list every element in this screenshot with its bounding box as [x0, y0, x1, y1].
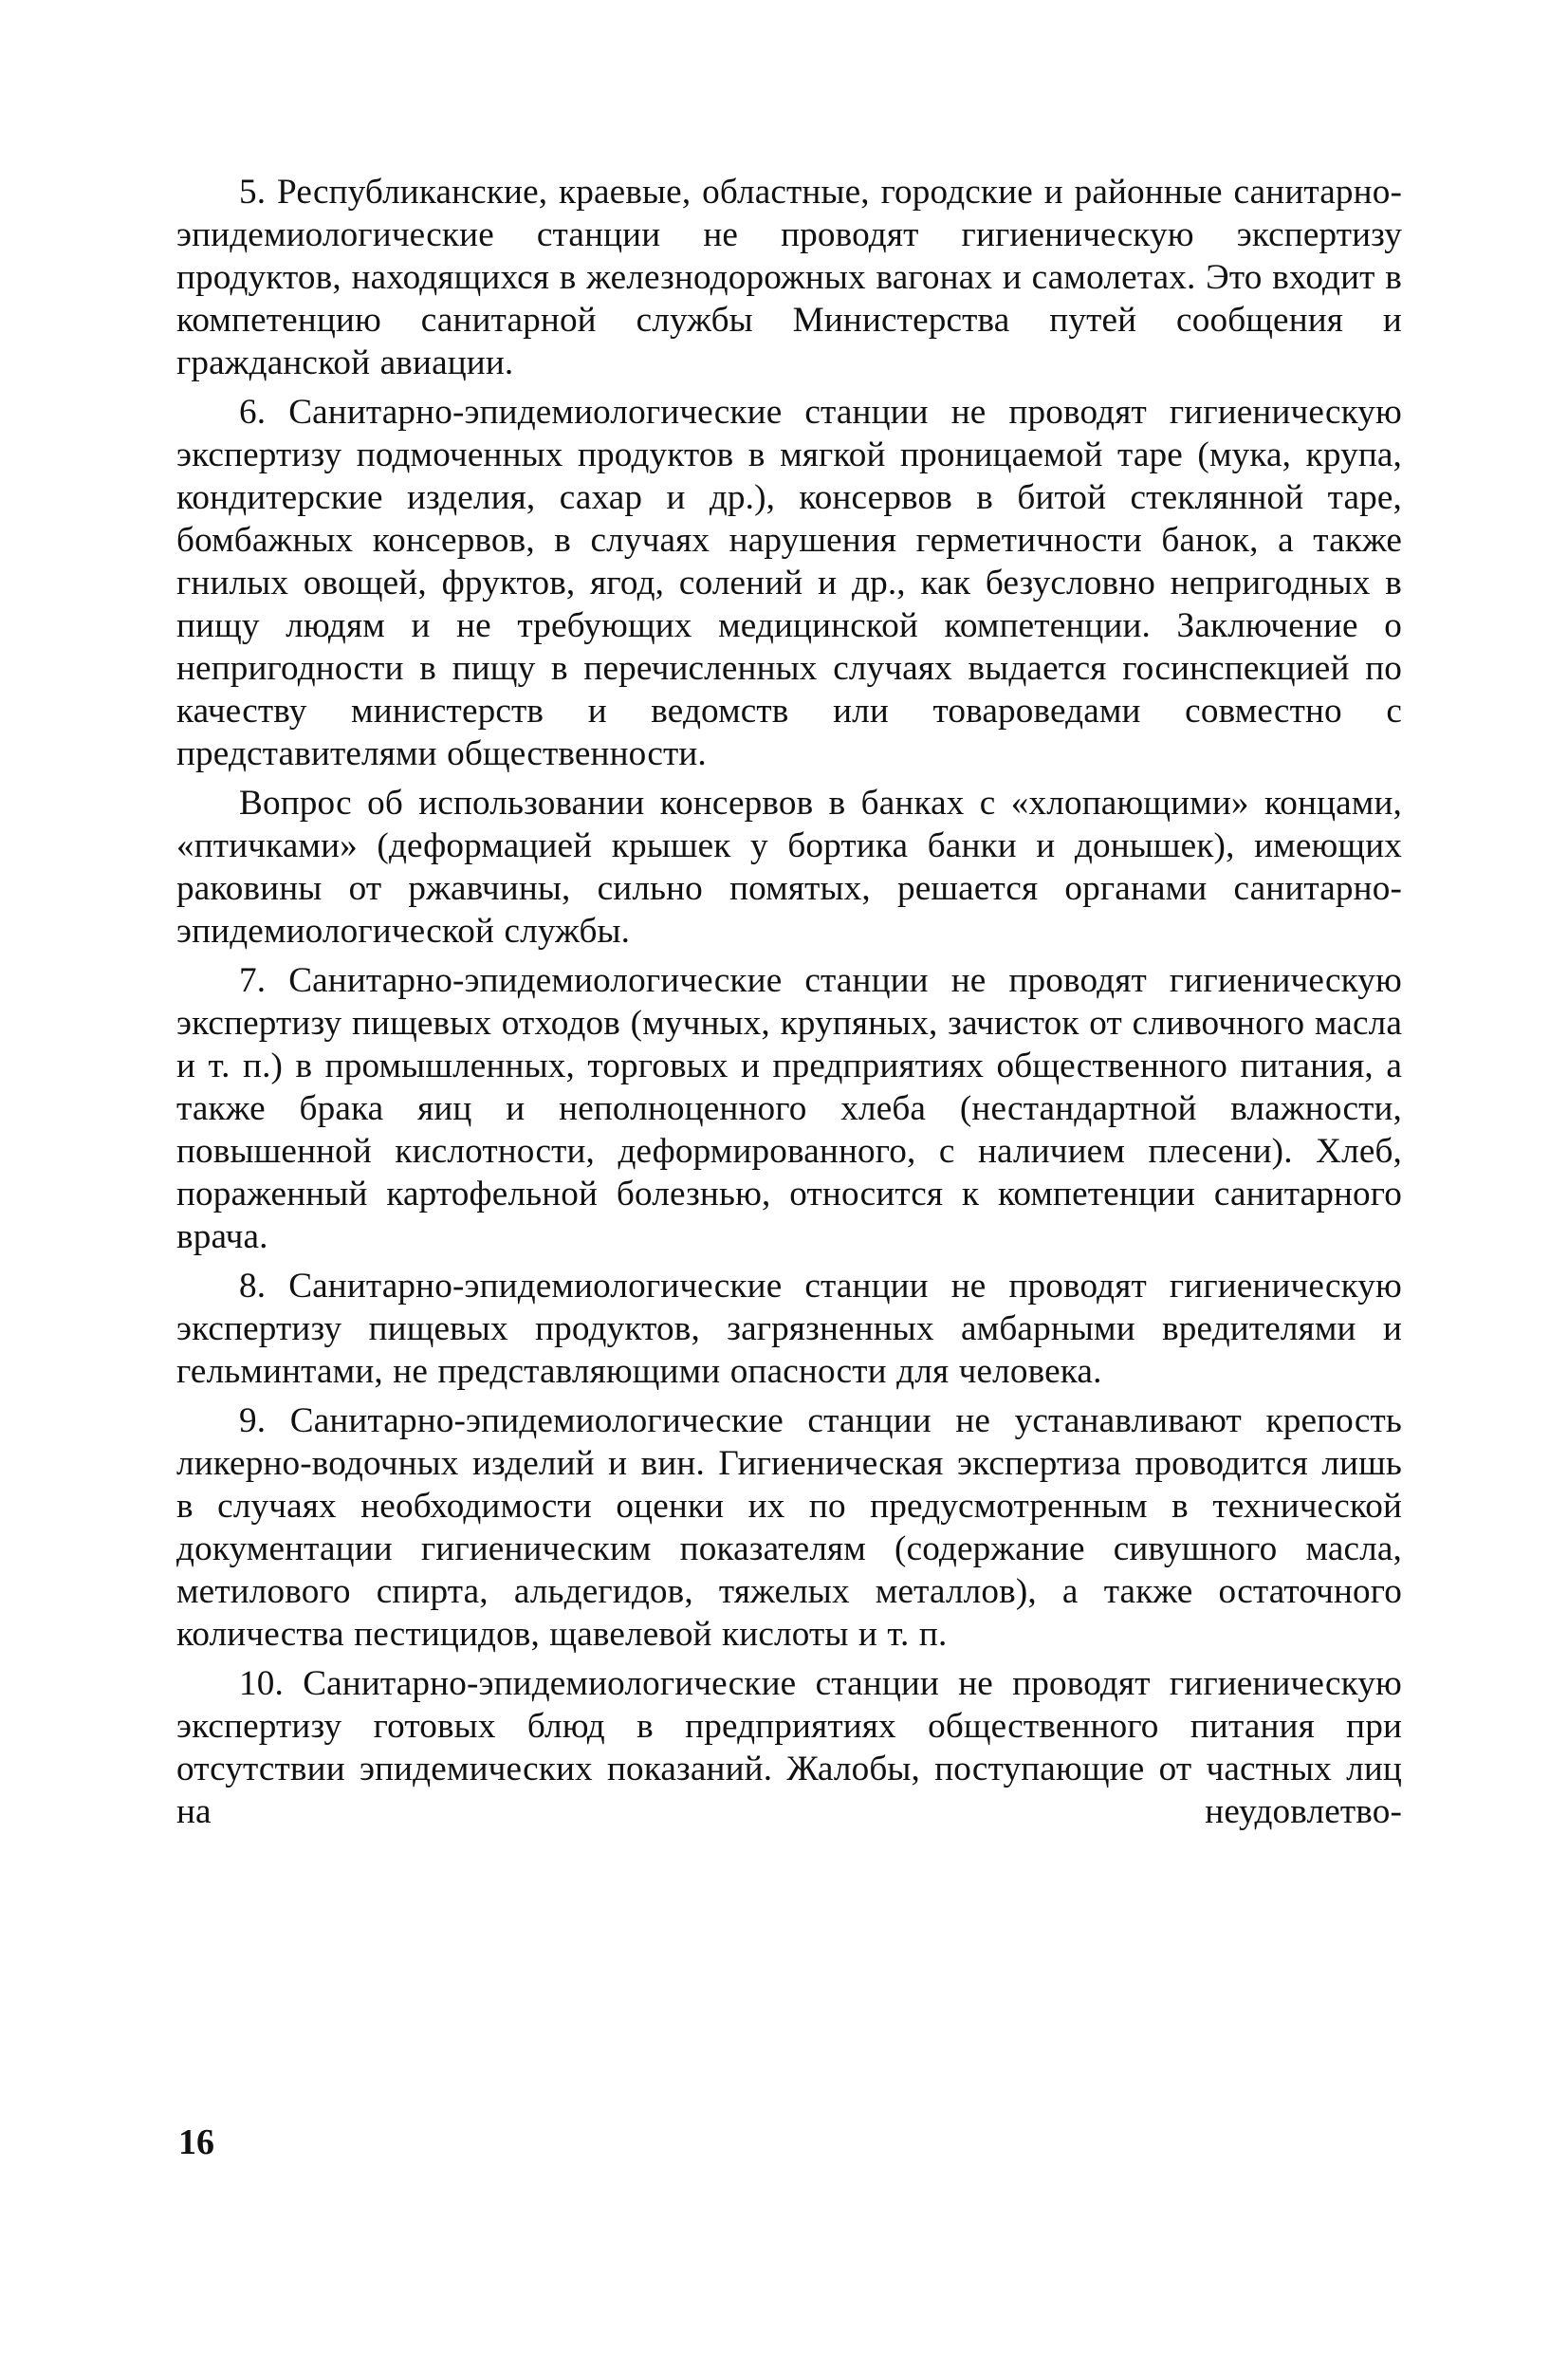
paragraph-10: 10. Санитарно-эпидемиологические станции не проводят гигиеническую экспертизу готовых блюд в предприятиях общественного питания при отсутствии эпидемических показаний. Жалобы, поступающие от частных лиц на неудовлетво-: [176, 1664, 1402, 1831]
paragraph-6: 6. Санитарно-эпидемиологические станции не проводят гигиеническую экспертизу подмоченных продуктов в мягкой проницаемой таре (мука, крупа, кондитерские изделия, сахар и др.), консервов в битой стеклянной таре, бомбажных консервов, в случаях нарушения герметичности банок, а также гнилых овощей, фруктов, ягод, солений и др., как безусловно непригодных в пищу людям и не требующих медицинской компетенции. Заключение о непригодности в пищу в перечисленных случаях выдается госинспекцией по качеству министерств и ведомств или товароведами совместно с представителями общественности.: [176, 393, 1402, 773]
paragraph-8: 8. Санитарно-эпидемиологические станции не проводят гигиеническую экспертизу пищевых продуктов, загрязненных амбарными вредителями и гельминтами, не представляющими опасности для человека.: [176, 1267, 1402, 1391]
paragraph-9: 9. Санитарно-эпидемиологические станции не устанавливают крепость ликерно-водочных изделий и вин. Гигиеническая экспертиза проводится лишь в случаях необходимости оценки их по предусмотренным в технической документации гигиеническим показателям (содержание сивушного масла, метилового спирта, альдегидов, тяжелых металлов), а также остаточного количества пестицидов, щавелевой кислоты и т. п.: [176, 1401, 1402, 1654]
body-text: [176, 171, 1402, 1840]
page-number: 16: [178, 2122, 214, 2162]
paragraph-7: 7. Санитарно-эпидемиологические станции не проводят гигиеническую экспертизу пищевых отходов (мучных, крупяных, зачисток от сливочного масла и т. п.) в промышленных, торговых и предприятиях общественного питания, а также брака яиц и неполноценного хлеба (нестандартной влажности, повышенной кислотности, деформированного, с наличием плесени). Хлеб, пораженный картофельной болезнью, относится к компетенции санитарного врача.: [176, 961, 1402, 1256]
paragraph-6-continued: Вопрос об использовании консервов в банках с «хлопающими» концами, «птичками» (деформацией крышек у бортика банки и донышек), имеющих раковины от ржавчины, сильно помятых, решается органами санитарно-эпидемиологической службы.: [176, 784, 1402, 951]
paragraph-5: 5. Республиканские, краевые, областные, городские и районные санитарно-эпидемиологические станции не проводят гигиеническую экспертизу продуктов, находящихся в железнодорожных вагонах и самолетах. Это входит в компетенцию санитарной службы Министерства путей сообщения и гражданской авиации.: [176, 173, 1402, 382]
